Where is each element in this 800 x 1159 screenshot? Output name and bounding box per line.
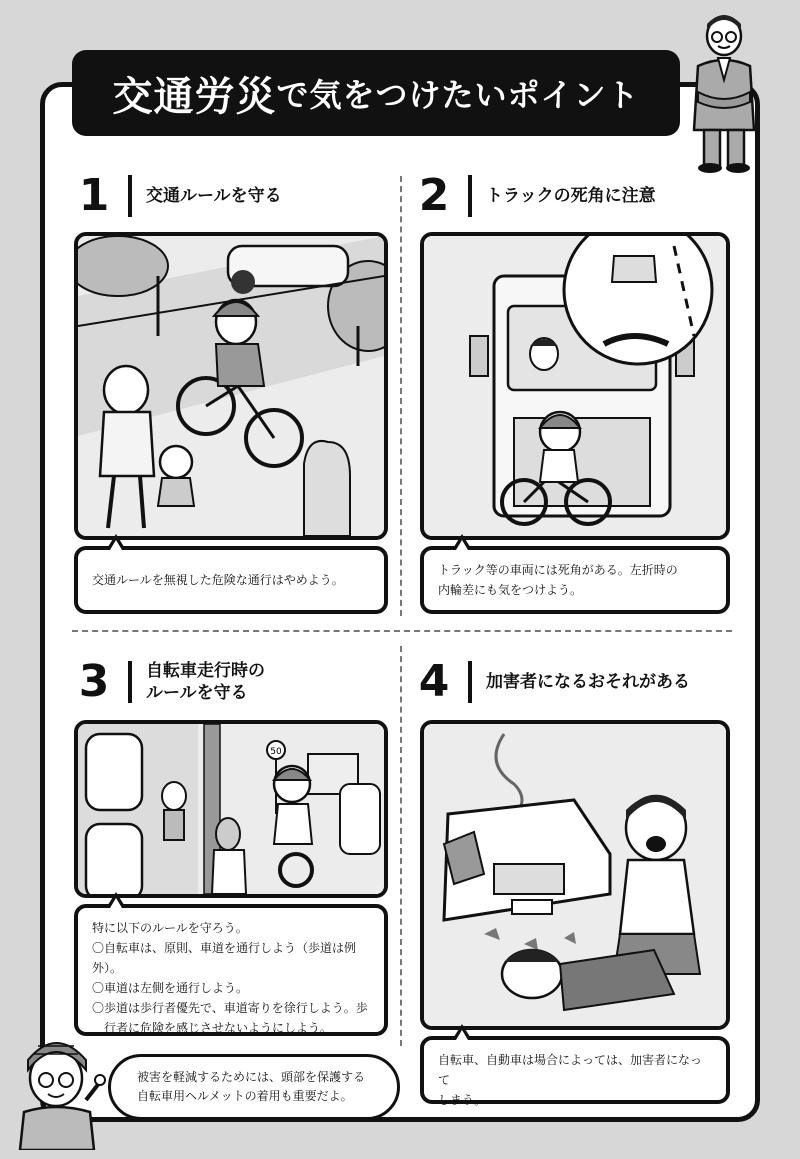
section-3-header (74, 656, 265, 707)
section-number: 2 (418, 170, 450, 221)
section-1-caption (74, 546, 388, 614)
divider-vertical-bottom (400, 646, 402, 1046)
caption-line: 〇歩道は歩行者優先で、車道寄りを徐行しよう。歩 (92, 1001, 368, 1015)
helmet-presenter-illustration (8, 1030, 108, 1150)
caption-line: 交通ルールを無視した危険な通行はやめよう。 (92, 573, 344, 587)
section-title: トラックの死角に注意 (486, 185, 656, 206)
caption-line: しまう。 (438, 1093, 487, 1107)
section-title: 加害者になるおそれがある (486, 671, 690, 692)
speech-line: 被害を軽減するためには、頭部を保護する (137, 1070, 366, 1084)
title-main: 交通労災 (112, 73, 277, 120)
page-title (72, 50, 680, 136)
caption-line: トラック等の車両には死角がある。左折時の (438, 563, 678, 577)
divider-horizontal (72, 630, 732, 632)
caption-line: 〇自転車は、原則、車道を通行しよう（歩道は例外）。 (92, 941, 357, 975)
section-4-header (414, 656, 690, 707)
speech-bubble (108, 1054, 400, 1120)
caption-line: 特に以下のルールを守ろう。 (92, 921, 248, 935)
section-1-header (74, 170, 282, 221)
section-divider-bar (468, 661, 472, 703)
section-2-illustration (420, 232, 730, 540)
section-title: 自転車走行時の ルールを守る (146, 660, 265, 703)
speech-line: 自転車用ヘルメットの着用も重要だよ。 (137, 1089, 353, 1103)
section-number: 1 (78, 170, 110, 221)
section-divider-bar (128, 175, 132, 217)
section-divider-bar (128, 661, 132, 703)
section-4-illustration (420, 720, 730, 1030)
caption-line: 行者に危険を感じさせないようにしよう。 (92, 1021, 333, 1035)
section-1-illustration (74, 232, 388, 540)
section-divider-bar (468, 175, 472, 217)
section-2-header (414, 170, 656, 221)
section-3-illustration (74, 720, 388, 898)
section-number: 4 (418, 656, 450, 707)
caption-line: 内輪差にも気をつけよう。 (438, 583, 583, 597)
caption-line: 〇車道は左側を通行しよう。 (92, 981, 249, 995)
section-4-caption (420, 1036, 730, 1107)
section-2-caption (420, 546, 730, 614)
section-3-caption (74, 904, 388, 1036)
section-title: 交通ルールを守る (146, 185, 282, 206)
caption-line: 自転車、自動車は場合によっては、加害者になって (438, 1053, 703, 1087)
speed-sign-value: 50 (270, 747, 282, 757)
section-number: 3 (78, 656, 110, 707)
title-sub: で気をつけたいポイント (276, 76, 640, 114)
divider-vertical-top (400, 176, 402, 616)
presenter-man-illustration (684, 10, 764, 174)
